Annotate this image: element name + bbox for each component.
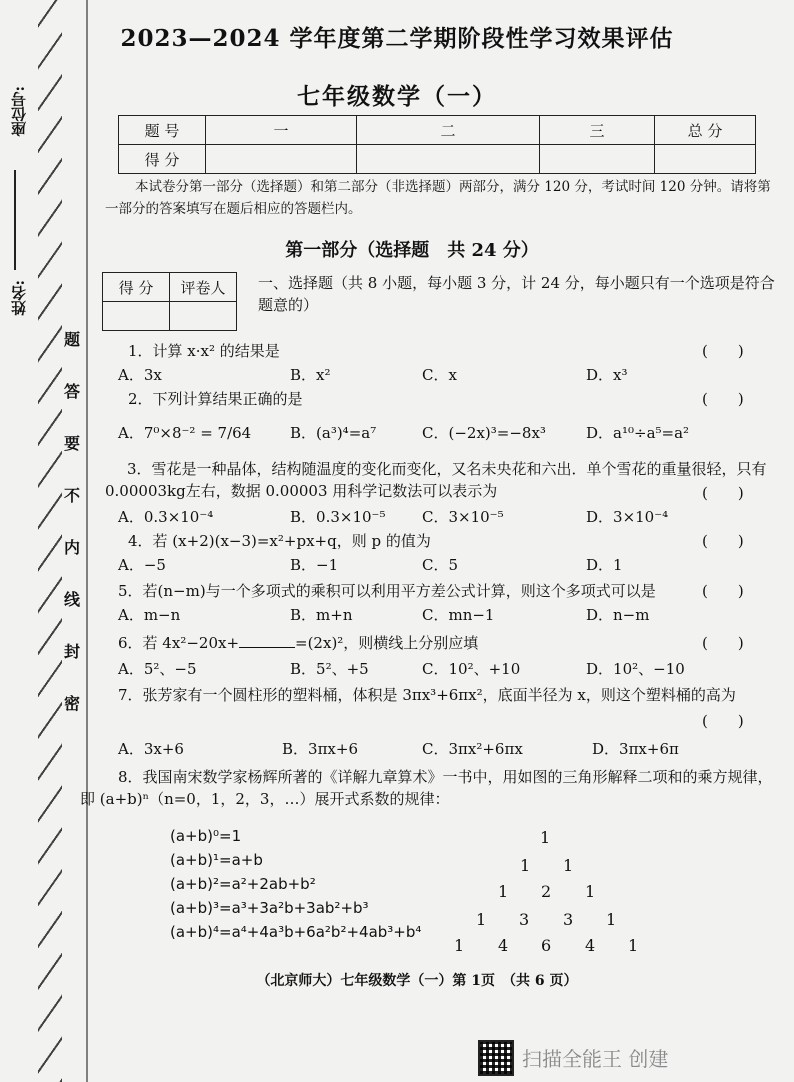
seal-char: 答 <box>63 382 80 401</box>
triangle-number: 1 <box>520 856 531 875</box>
option: A．7⁰×8⁻² = 7/64 <box>118 424 252 442</box>
triangle-number: 1 <box>628 936 639 955</box>
score-cell[interactable] <box>540 145 655 174</box>
triangle-number: 1 <box>498 882 509 901</box>
triangle-number: 1 <box>540 828 551 847</box>
option: C．5 <box>422 556 459 574</box>
option: B．3πx+6 <box>282 740 358 758</box>
page-footer: （北京师大）七年级数学（一）第 1页 （共 6 页） <box>256 973 578 989</box>
grader-header: 得 分 <box>103 273 170 302</box>
triangle-number: 1 <box>585 882 596 901</box>
option: D．10²、−10 <box>586 660 685 678</box>
score-cell[interactable] <box>206 145 357 174</box>
binding-strip <box>0 0 95 1082</box>
answer-paren[interactable]: ( ) <box>702 342 744 360</box>
question-7: 7．张芳家有一个圆柱形的塑料桶，体积是 3πx³+6πx²，底面半径为 x，则这个塑料桶的高为 <box>118 686 736 704</box>
option: B．m+n <box>290 606 353 624</box>
qr-code-icon <box>478 1040 514 1076</box>
option: C．10²、+10 <box>422 660 521 678</box>
triangle-number: 1 <box>606 910 617 929</box>
option: B．−1 <box>290 556 339 574</box>
expansion-3: (a+b)³=a³+3a²b+3ab²+b³ <box>170 899 369 917</box>
triangle-number: 4 <box>585 936 596 955</box>
question-1: 1．计算 x·x² 的结果是 <box>128 342 280 360</box>
option: B．(a³)⁴=a⁷ <box>290 424 377 442</box>
option: A．5²、−5 <box>118 660 197 678</box>
fill-blank[interactable] <box>239 633 295 648</box>
exam-subtitle: 七年级数学（一） <box>297 83 497 110</box>
option: A．0.3×10⁻⁴ <box>118 508 214 526</box>
seat-label: 座位号: <box>10 86 28 137</box>
option: C．x <box>422 366 457 384</box>
option: A．3x+6 <box>118 740 184 758</box>
scanner-watermark: 扫描全能王 创建 <box>522 1047 669 1071</box>
option: D．a¹⁰÷a⁵=a² <box>586 424 690 442</box>
expansion-list <box>170 824 421 944</box>
option: D．3×10⁻⁴ <box>586 508 669 526</box>
name-label: 姓名: <box>10 280 28 316</box>
question-4: 4．若 (x+2)(x−3)=x²+px+q，则 p 的值为 <box>128 532 431 550</box>
option: D．n−m <box>586 606 650 624</box>
option: B．x² <box>290 366 331 384</box>
question-6-part-b: =(2x)²，则横线上分别应填 <box>295 634 479 652</box>
answer-paren[interactable]: ( ) <box>702 390 744 408</box>
part1-title: 第一部分（选择题 共 24 分） <box>285 240 539 261</box>
triangle-number: 6 <box>541 936 552 955</box>
option: A．3x <box>118 366 162 384</box>
grader-table <box>102 272 237 331</box>
score-header: 总 分 <box>655 116 756 145</box>
option: D．3πx+6π <box>592 740 679 758</box>
question-3: 3．雪花是一种晶体，结构随温度的变化而变化，又名未央花和六出．单个雪花的重量很轻，只有0.00003kg左右，数据 0.00003 用科学记数法可以表示为 <box>105 460 767 500</box>
triangle-number: 3 <box>563 910 574 929</box>
triangle-number: 4 <box>498 936 509 955</box>
score-header: 三 <box>540 116 655 145</box>
question-2: 2．下列计算结果正确的是 <box>128 390 303 408</box>
question-6 <box>118 632 478 654</box>
expansion-0: (a+b)⁰=1 <box>170 827 242 845</box>
expansion-2: (a+b)²=a²+2ab+b² <box>170 875 316 893</box>
cut-line-pattern <box>38 0 62 1082</box>
score-header: 题 号 <box>119 116 206 145</box>
option: C．3×10⁻⁵ <box>422 508 504 526</box>
exam-title: 2023—2024 学年度第二学期阶段性学习效果评估 <box>120 25 674 52</box>
triangle-number: 2 <box>541 882 552 901</box>
option: C．3πx²+6πx <box>422 740 523 758</box>
grader-cell[interactable] <box>103 302 170 331</box>
binding-line <box>86 0 88 1082</box>
section1-heading: 一、选择题（共 8 小题，每小题 3 分，计 24 分，每小题只有一个选项是符合题意的） <box>258 274 775 314</box>
option: C．(−2x)³=−8x³ <box>422 424 546 442</box>
answer-paren[interactable]: ( ) <box>702 712 744 730</box>
score-cell[interactable] <box>357 145 540 174</box>
option: B．5²、+5 <box>290 660 369 678</box>
grader-header: 评卷人 <box>170 273 237 302</box>
expansion-4: (a+b)⁴=a⁴+4a³b+6a²b²+4ab³+b⁴ <box>170 923 422 941</box>
score-header: 二 <box>357 116 540 145</box>
seal-char: 要 <box>63 434 80 453</box>
score-table <box>118 115 756 174</box>
grader-cell[interactable] <box>170 302 237 331</box>
answer-paren[interactable]: ( ) <box>702 582 744 600</box>
option: A．m−n <box>118 606 181 624</box>
answer-paren[interactable]: ( ) <box>702 532 744 550</box>
option: D．1 <box>586 556 623 574</box>
triangle-number: 1 <box>563 856 574 875</box>
seal-char: 密 <box>63 694 80 713</box>
seal-char: 封 <box>63 642 80 661</box>
triangle-number: 1 <box>476 910 487 929</box>
question-5: 5．若(n−m)与一个多项式的乘积可以利用平方差公式计算，则这个多项式可以是 <box>118 582 656 600</box>
seal-char: 线 <box>63 590 80 609</box>
seal-char: 题 <box>63 330 80 349</box>
question-6-part-a: 6．若 4x²−20x+ <box>118 634 240 652</box>
option: C．mn−1 <box>422 606 495 624</box>
question-8: 8．我国南宋数学家杨辉所著的《详解九章算术》一书中，用如图的三角形解释二项和的乘方规律，即 (a+b)ⁿ（n=0，1，2，3，…）展开式系数的规律： <box>80 768 773 808</box>
option: D．x³ <box>586 366 628 384</box>
triangle-number: 1 <box>454 936 465 955</box>
answer-paren[interactable]: ( ) <box>702 634 744 652</box>
seal-char: 不 <box>63 486 80 505</box>
seal-char: 内 <box>63 538 80 557</box>
score-cell[interactable] <box>655 145 756 174</box>
exam-instructions: 本试卷分第一部分（选择题）和第二部分（非选择题）两部分，满分 120 分，考试时间 120 分钟。请将第一部分的答案填写在题后相应的答题栏内。 <box>105 179 771 217</box>
option: A．−5 <box>118 556 166 574</box>
answer-paren[interactable]: ( ) <box>702 484 744 502</box>
option: B．0.3×10⁻⁵ <box>290 508 386 526</box>
triangle-number: 3 <box>519 910 530 929</box>
score-row-label: 得 分 <box>119 145 206 174</box>
expansion-1: (a+b)¹=a+b <box>170 851 263 869</box>
seal-text <box>62 330 82 746</box>
score-header: 一 <box>206 116 357 145</box>
